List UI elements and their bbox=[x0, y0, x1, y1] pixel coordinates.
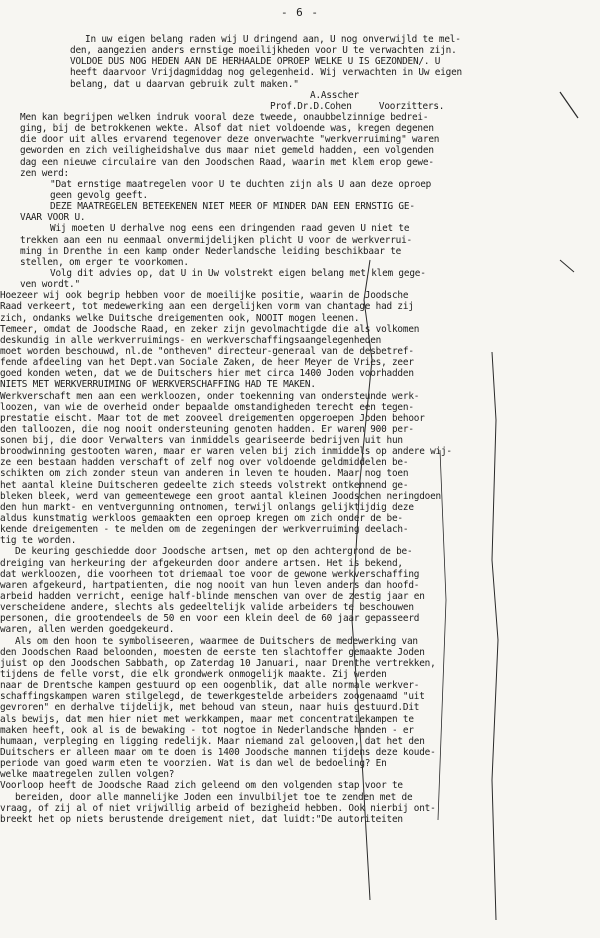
page-number: - 6 - bbox=[280, 6, 320, 19]
text-line: Als om den hoon te symboliseeren, waarmee de Duitschers de medewerking van bbox=[15, 635, 418, 647]
text-line: waren, allen werden goedgekeurd. bbox=[0, 624, 175, 636]
text-line: Duitschers er alleen maar om te doen is 1400 Joodsche mannen tijdens deze koude- bbox=[0, 747, 436, 758]
text-line: bleken bleek, werd van gemeentewege een groot aantal kleinen Joodschen neringdoen bbox=[0, 490, 441, 502]
text-line: belang, dat u daarvan gebruik zult maken." bbox=[70, 78, 299, 90]
text-line: dat werkloozen, die voorheen tot driemaal toe voor de gewone werkverschaffing bbox=[0, 568, 420, 580]
text-line: bereiden, door alle mannelijke Joden een invulbiljet toe te zenden met de bbox=[15, 791, 413, 803]
text-line: VOLDOE DUS NOG HEDEN AAN DE HERHAALDE OPROEP WELKE U IS GEZONDEN/. U bbox=[70, 56, 441, 68]
text-line: heeft daarvoor Vrijdagmiddag nog gelegenheid. Wij verwachten in Uw eigen bbox=[70, 67, 462, 79]
text-line: NIETS MET WERKVERRUIMING OF WERKVERSCHAFFING HAD TE MAKEN. bbox=[0, 379, 316, 391]
text-line: den, aangezien anders ernstige moeilijkheden voor U te verwachten zijn. bbox=[70, 45, 457, 57]
text-line: verscheidene andere, slechts als gedeeltelijk valide arbeiders te beschouwen bbox=[0, 602, 414, 614]
text-line: vraag, of zij al of niet vrijwillig arbeid of bezigheid hebben. Ook nierbij ont- bbox=[0, 802, 436, 814]
text-line: ven wordt." bbox=[20, 279, 80, 291]
text-line: Wij moeten U derhalve nog eens een dringenden raad geven U niet te bbox=[50, 223, 410, 235]
text-line: humaan, verpleging en ligging redelijk. Maar niemand zal gelooven, dat het den bbox=[0, 735, 425, 747]
text-line: A.Asscher bbox=[310, 89, 359, 101]
text-line: waren afgekeurd, hartpatienten, die nog nooit van hun leven anders dan hoofd- bbox=[0, 579, 420, 591]
text-line: Men kan begrijpen welken indruk vooral deze tweede, onaubbelzinnige bedrei- bbox=[20, 111, 429, 123]
text-line: den talloozen, die nog nooit ondersteuning genoten hadden. Er waren 900 per- bbox=[0, 423, 414, 435]
text-line: goed konden weten, dat we de Duitschers hier met circa 1400 Joden voorhadden bbox=[0, 368, 414, 380]
text-line: aldus kunstmatig werkloos gemaakten een oproep kregen om zich onder de be- bbox=[0, 513, 403, 525]
text-line: Temeer, omdat de Joodsche Raad, en zeker zijn gevolmachtigde die als volkomen bbox=[0, 323, 420, 335]
text-line: die door uit alles ervarend tegenover deze onverwachte "werkverruiming" waren bbox=[20, 134, 440, 146]
text-line: Prof.Dr.D.Cohen Voorzitters. bbox=[270, 100, 445, 112]
text-line: broodwinning gestooten waren, maar er waren velen bij zich inmiddels op andere wij- bbox=[0, 446, 452, 458]
text-line: zen werd: bbox=[20, 167, 69, 179]
text-line: fende afdeeling van het Dept.van Sociale Zaken, de heer Meyer de Vries, zeer bbox=[0, 357, 414, 369]
text-line: ze een bestaan hadden verschaft of zelf nog over voldoende geldmiddelen be- bbox=[0, 457, 409, 469]
text-line: In uw eigen belang raden wij U dringend aan, U nog onverwijld te mel- bbox=[85, 34, 461, 45]
text-line: schaffingskampen waren stilgelegd, de tewerkgestelde arbeiders zoogenaamd "uit bbox=[0, 691, 425, 703]
text-line: ging, bij de betrokkenen wekte. Alsof dat niet voldoende was, kregen degenen bbox=[20, 123, 434, 135]
text-line: "Dat ernstige maatregelen voor U te duchten zijn als U aan deze oproep bbox=[50, 178, 432, 190]
text-line: De keuring geschiedde door Joodsche artsen, met op den achtergrond de be- bbox=[15, 546, 413, 558]
text-line: kende dreigementen - te melden om de zegeningen der werkverruiming deelach- bbox=[0, 524, 409, 536]
text-line: Volg dit advies op, dat U in Uw volstrekt eigen belang met klem gege- bbox=[50, 267, 426, 279]
text-line: tijdens de felle vorst, die elk grondwerk onmogelijk maakte. Zij werden bbox=[0, 669, 387, 681]
text-line: arbeid hadden verricht, eenige half-blinde menschen van over de zestig jaar en bbox=[0, 591, 425, 603]
text-line: deskundig in alle werkverruimings- en werkverschaffingsaangelegenheden bbox=[0, 334, 382, 346]
text-line: periode van goed warm eten te voorzien. Wat is dan wel de bedoeling? En bbox=[0, 758, 387, 770]
text-line: maken heeft, ook al is de bewaking - tot nogtoe in Nederlandsche handen - er bbox=[0, 724, 414, 736]
text-line: Werkverschaft men aan een werkloozen, onder toekenning van ondersteunde werk- bbox=[0, 390, 420, 402]
document-body bbox=[0, 34, 590, 825]
text-line: Raad verkeert, tot medewerking aan een dergelijken vorm van chantage had zij bbox=[0, 301, 414, 313]
text-line: dag een nieuwe circulaire van den Joodschen Raad, waarin met klem erop gewe- bbox=[20, 156, 434, 168]
text-line: geen gevolg geeft. bbox=[50, 189, 148, 201]
text-line: personen, die grootendeels de 50 en voor een klein deel de 60 jaar gepasseerd bbox=[0, 613, 420, 625]
text-line: loozen, van wie de overheid onder bepaalde omstandigheden terecht een tegen- bbox=[0, 401, 414, 413]
text-line: den hun markt- en ventvergunning ontnomen, terwijl onlangs gelijktijdig deze bbox=[0, 501, 414, 513]
text-line: het aantal kleine Duitscheren gedeelte zich steeds volstrekt ontkennend ge- bbox=[0, 479, 409, 491]
text-line: stellen, om erger te voorkomen. bbox=[20, 256, 189, 268]
text-line: dreiging van herkeuring der afgekeurden door andere artsen. Het is bekend, bbox=[0, 557, 403, 569]
text-line: geworden en zich veiligheidshalve dus maar niet gemeld hadden, een volgenden bbox=[20, 145, 434, 157]
text-line: schikten om zich zonder steun van anderen in leven te houden. Maar nog toen bbox=[0, 468, 409, 480]
text-line: prestatie eischt. Maar tot de met zooveel dreigementen opgeroepen Joden behoor bbox=[0, 412, 425, 424]
text-line: juist op den Joodschen Sabbath, op Zaterdag 10 Januari, naar Drenthe vertrekken, bbox=[0, 657, 436, 669]
text-line: tig te worden. bbox=[0, 535, 77, 547]
text-line: breekt het op niets berustende dreigement niet, dat luidt:"De autoriteiten bbox=[0, 813, 403, 825]
text-line: VAAR VOOR U. bbox=[20, 212, 86, 224]
text-line: ming in Drenthe in een kamp onder Nederlandsche leiding beschikbaar te bbox=[20, 245, 402, 257]
text-line: welke maatregelen zullen volgen? bbox=[0, 769, 175, 781]
text-line: moet worden beschouwd, nl.de "ontheven" directeur-generaal van de desbetref- bbox=[0, 345, 414, 357]
text-line: trekken aan een nu eenmaal onvermijdelijken plicht U voor de werkverrui- bbox=[20, 234, 412, 246]
text-line: naar de Drentsche kampen gestuurd op een oogenblik, dat alle normale werkver- bbox=[0, 680, 420, 692]
text-line: Hoezeer wij ook begrip hebben voor de moeilijke positie, waarin de Joodsche bbox=[0, 290, 409, 302]
text-line: gevroren" en derhalve tijdelijk, met behoud van steun, naar huis gestuurd.Dit bbox=[0, 702, 420, 714]
text-line: Voorloop heeft de Joodsche Raad zich geleend om den volgenden stap voor te bbox=[0, 780, 403, 792]
text-line: als bewijs, dat men hier niet met werkkampen, maar met concentratiekampen te bbox=[0, 713, 414, 725]
text-line: DEZE MAATREGELEN BETEEKENEN NIET MEER OF MINDER DAN EEN ERNSTIG GE- bbox=[50, 201, 415, 213]
text-line: den Joodschen Raad beloonden, moesten de eerste ten slachtoffer gemaakte Joden bbox=[0, 646, 425, 658]
text-line: sonen bij, die door Verwalters van inmiddels geariseerde bedrijven uit hun bbox=[0, 435, 403, 447]
text-line: zich, ondanks welke Duitsche dreigementen ook, NOOIT mogen leenen. bbox=[0, 312, 360, 324]
